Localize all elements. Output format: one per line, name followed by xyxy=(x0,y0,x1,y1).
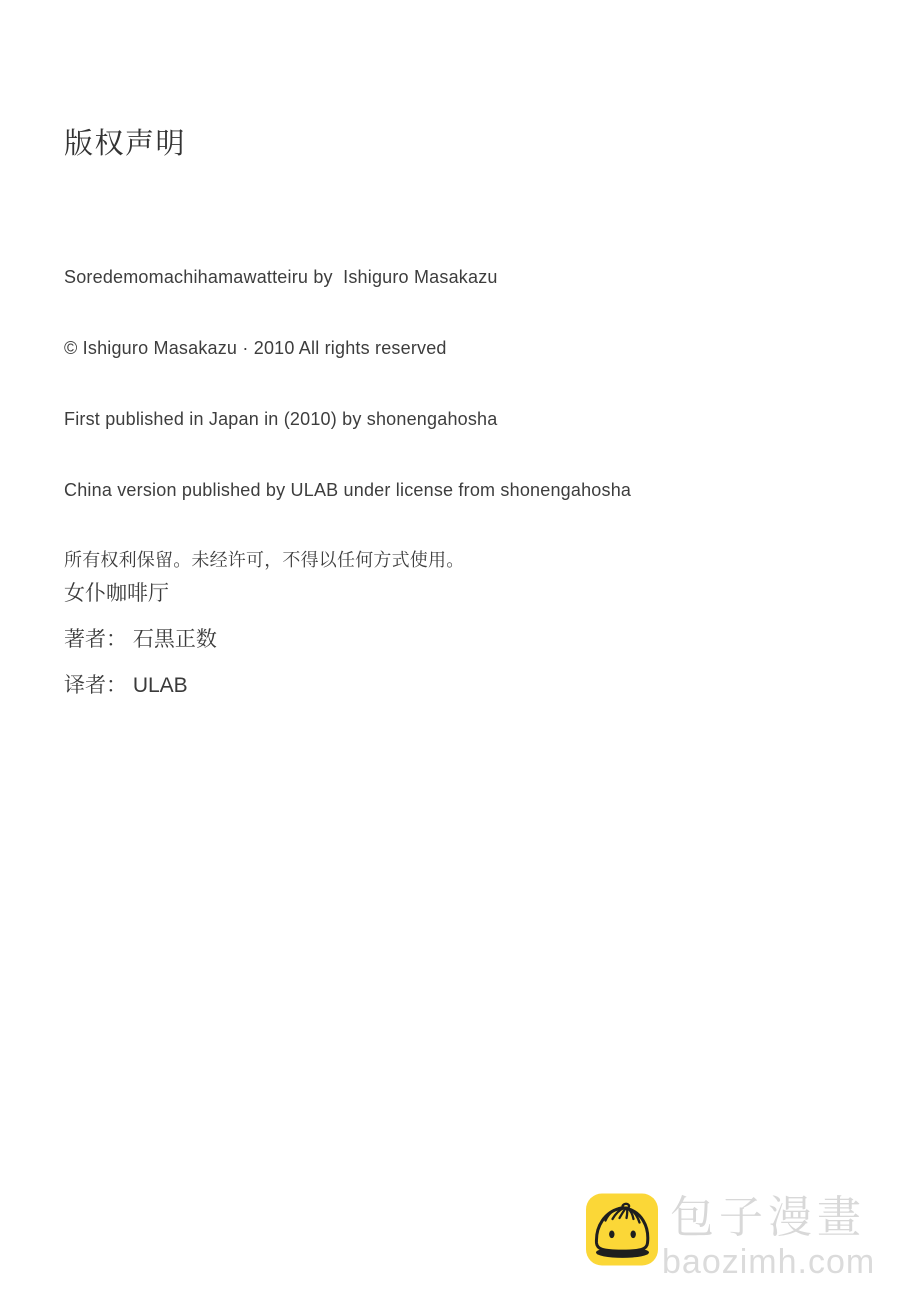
book-author: 著者： 石黒正数 xyxy=(64,628,217,651)
book-info xyxy=(64,583,217,721)
copyright-notice xyxy=(64,219,631,620)
watermark-site-domain: baozimh.com xyxy=(662,1243,876,1281)
copyright-line-reserved-cn: 所有权利保留。未经许可，不得以任何方式使用。 xyxy=(64,550,465,571)
page-title: 版权声明 xyxy=(64,128,187,160)
watermark-site-name: 包子漫畫 xyxy=(670,1193,866,1242)
copyright-line-work: Soredemomachihamawatteiru by Ishiguro Masakazu xyxy=(64,267,498,288)
site-watermark xyxy=(586,1193,886,1283)
copyright-line-china-version: China version published by ULAB under license from shonengahosha xyxy=(64,479,632,500)
book-title: 女仆咖啡厅 xyxy=(64,582,169,605)
book-translator: 译者： ULAB xyxy=(64,674,188,697)
baozi-bun-icon xyxy=(586,1193,658,1266)
copyright-line-first-published: First published in Japan in (2010) by shonengahosha xyxy=(64,408,498,429)
copyright-line-rights: © Ishiguro Masakazu · 2010 All rights reserved xyxy=(64,337,447,358)
